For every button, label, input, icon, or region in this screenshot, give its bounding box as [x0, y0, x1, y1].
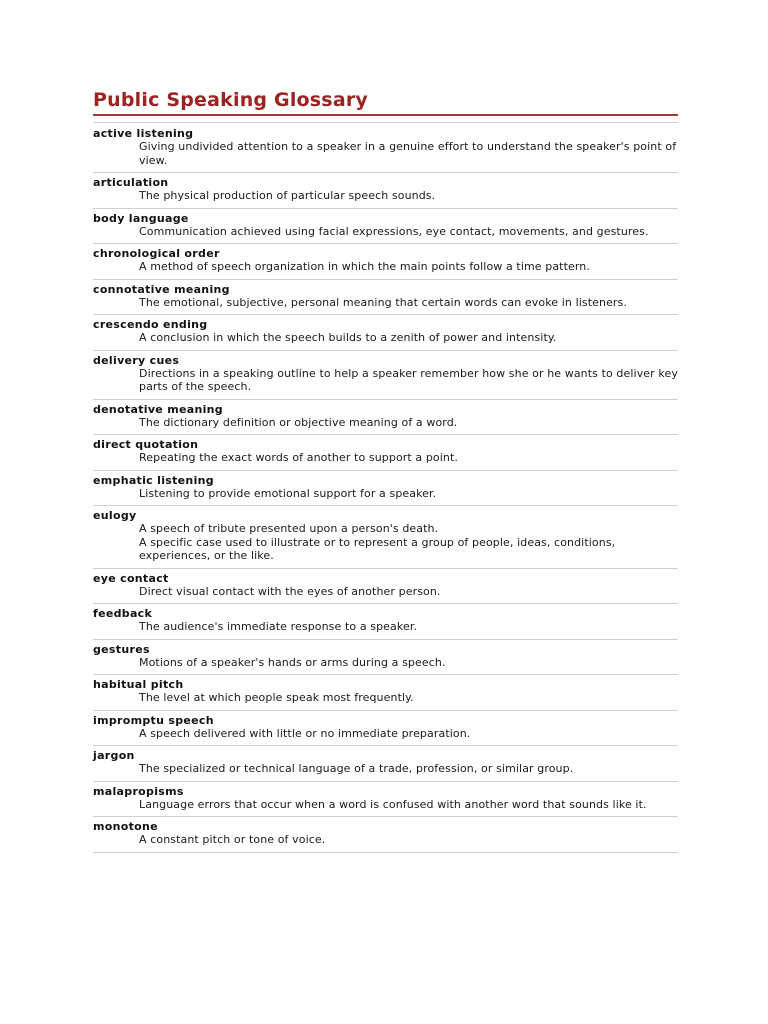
glossary-definition: The emotional, subjective, personal meaning that certain words can evoke in listeners. — [139, 295, 627, 309]
glossary-term: delivery cues — [93, 353, 180, 367]
page-title: Public Speaking Glossary — [93, 89, 368, 111]
glossary-entry — [93, 173, 678, 209]
glossary-entry — [93, 569, 678, 605]
glossary-term: articulation — [93, 176, 169, 189]
glossary-definition: A method of speech organization in which the main points follow a time pattern. — [139, 260, 590, 273]
glossary-definition: A conclusion in which the speech builds to a zenith of power and intensity. — [139, 331, 557, 344]
glossary-definition: A constant pitch or tone of voice. — [139, 833, 326, 846]
glossary-entry — [93, 400, 678, 436]
glossary-term: crescendo ending — [93, 318, 208, 331]
glossary-entry — [93, 244, 678, 280]
glossary-term: connotative meaning — [93, 282, 230, 296]
glossary-entry — [93, 506, 678, 569]
glossary-term: impromptu speech — [93, 713, 214, 727]
glossary-entry — [93, 435, 678, 471]
glossary-entry — [93, 604, 678, 640]
glossary-page — [93, 88, 678, 853]
glossary-definition: A speech of tribute presented upon a person's death. — [139, 522, 439, 535]
glossary-entry — [93, 471, 678, 507]
glossary-definition: Motions of a speaker's hands or arms during a speech. — [139, 655, 446, 669]
glossary-definition: Listening to provide emotional support for a speaker. — [139, 486, 437, 500]
glossary-term: gestures — [93, 642, 150, 656]
glossary-definition: Communication achieved using facial expressions, eye contact, movements, and gestures. — [139, 224, 649, 238]
glossary-term: denotative meaning — [93, 402, 223, 416]
glossary-term: body language — [93, 211, 189, 225]
glossary-term: emphatic listening — [93, 473, 214, 487]
glossary-entry — [93, 315, 678, 351]
glossary-entry — [93, 209, 678, 245]
glossary-definition: Repeating the exact words of another to support a point. — [139, 451, 458, 464]
glossary-term: malapropisms — [93, 784, 184, 798]
title-rule — [93, 114, 678, 116]
glossary-term: chronological order — [93, 247, 220, 260]
glossary-entry — [93, 675, 678, 711]
glossary-entry — [93, 782, 678, 818]
glossary-entry — [93, 351, 678, 400]
glossary-definition: A specific case used to illustrate or to represent a group of people, ideas, conditions, experiences, or the like. — [139, 535, 616, 562]
glossary-term: jargon — [93, 749, 135, 762]
glossary-definition: The audience's immediate response to a speaker. — [139, 620, 418, 633]
glossary-definition: Directions in a speaking outline to help a speaker remember how she or he wants to deliver key parts of the speech. — [139, 366, 678, 393]
glossary-definition: Direct visual contact with the eyes of another person. — [139, 584, 441, 598]
glossary-definition: Giving undivided attention to a speaker in a genuine effort to understand the speaker's point of view. — [139, 140, 677, 167]
glossary-entry — [93, 280, 678, 316]
glossary-entry — [93, 746, 678, 782]
glossary-term: eulogy — [93, 509, 137, 522]
glossary-entry — [93, 817, 678, 853]
glossary-definition: The level at which people speak most frequently. — [139, 691, 414, 704]
glossary-definition: The physical production of particular speech sounds. — [139, 189, 436, 202]
glossary-list — [93, 122, 678, 853]
glossary-definition: The dictionary definition or objective meaning of a word. — [139, 415, 458, 429]
glossary-entry — [93, 122, 678, 173]
glossary-definition: A speech delivered with little or no immediate preparation. — [139, 726, 471, 740]
glossary-definition: The specialized or technical language of a trade, profession, or similar group. — [139, 762, 574, 775]
glossary-term: direct quotation — [93, 438, 199, 451]
glossary-entry — [93, 711, 678, 747]
glossary-term: active listening — [93, 127, 194, 140]
glossary-definition: Language errors that occur when a word is confused with another word that sounds like it. — [139, 797, 647, 811]
glossary-term: monotone — [93, 820, 158, 833]
glossary-term: habitual pitch — [93, 678, 184, 691]
glossary-entry — [93, 640, 678, 676]
glossary-term: eye contact — [93, 571, 169, 585]
glossary-term: feedback — [93, 607, 153, 620]
